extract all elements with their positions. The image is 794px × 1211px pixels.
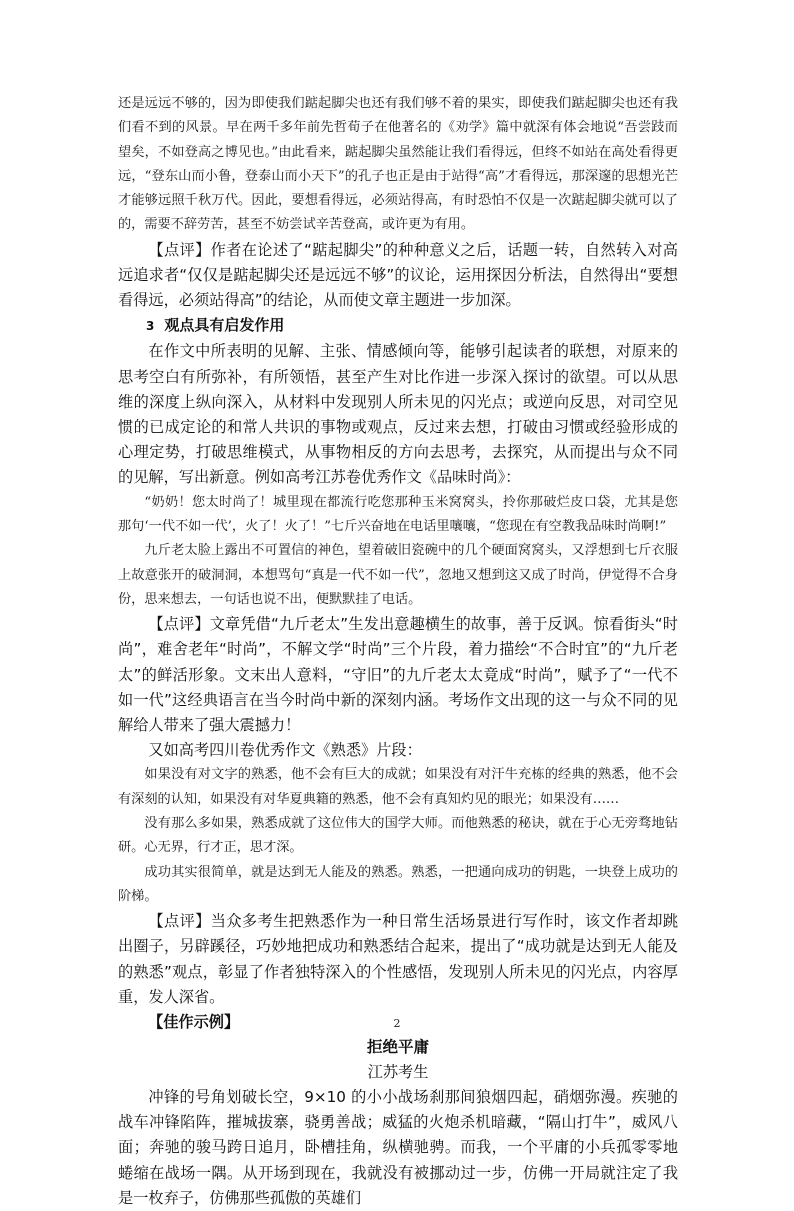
essay-title: 拒绝平庸 [366, 1037, 429, 1056]
quote-paragraph-1: “奶奶！您太时尚了！城里现在都流行吃您那种玉米窝窝头，拎你那破烂皮口袋，尤其是您那句‘一代不如一代’，火了！火了！”七斤兴奋地在电话里嚷嚷，“您现在有空教我品味时尚啊!” [118, 494, 678, 534]
quote-paragraph-2: 九斤老太脸上露出不可置信的神色，望着破旧瓷碗中的几个硬面窝窝头，又浮想到七斤衣服上故意张开的破洞洞，本想骂句“真是一代不如一代”，忽地又想到这又成了时尚，伊觉得不合身份，思来想去，一句话也说不出，便默默挂了电话。 [118, 543, 678, 607]
quote-paragraph-4: 没有那么多如果，熟悉成就了这位伟大的国学大师。而他熟悉的秘诀，就在于心无旁骛地钻研。心无界，行才正，思才深。 [118, 815, 678, 856]
quote-paragraph-5: 成功其实很简单，就是达到无人能及的熟悉。熟悉，一把通向成功的钥匙，一块登上成功的阶梯。 [118, 864, 678, 904]
section-heading-text: 观点具有启发作用 [164, 316, 285, 335]
comment-paragraph-3: 【点评】当众多考生把熟悉作为一种日常生活场景进行写作时，该文作者却跳出圈子，另辟蹊径，巧妙地把成功和熟悉结合起来，提出了“成功就是达到无人能及的熟悉”观点，彰显了作者独特深入的个性感悟，发现别人所未见的闪光点，内容厚重，发人深省。 [118, 912, 678, 1006]
quote-paragraph-3: 如果没有对文字的熟悉，他不会有巨大的成就；如果没有对汗牛充栋的经典的熟悉，他不会有深刻的认知，如果没有对华夏典籍的熟悉，他不会有真知灼见的眼光；如果没有…… [118, 767, 678, 807]
page-content [118, 92, 678, 1211]
body-paragraph-1: 在作文中所表明的见解、主张、情感倾向等，能够引起读者的联想，对原来的思考空白有所弥补，有所领悟，甚至产生对比作进一步深入探讨的欲望。可以从思维的深度上纵向深入，从材料中发现别人所未见的闪光点；或逆向反思，对司空见惯的已成定论的和常人共识的事物或观点，反过来去想，打破由习惯或经验形成的心理定势，打破思维模式，从事物相反的方向去思考，去探究，从而提出与众不同的见解，写出新意。例如高考江苏卷优秀作文《品味时尚》： [118, 342, 678, 487]
essay-paragraph-1: 冲锋的号角划破长空，9×10 的小小战场刹那间狼烟四起，硝烟弥漫。疾驰的战车冲锋陷阵，摧城拔寨，骁勇善战；威猛的火炮杀机暗藏，“隔山打牛”，威风八面；奔驰的骏马跨日追月，卧槽挂角，纵横驰骋。而我，一个平庸的小兵孤零零地蜷缩在战场一隅。从开场到现在，我就没有被挪动过一步，仿佛一开局就注定了我是一枚弃子，仿佛那些孤傲的英雄们 [118, 1087, 678, 1207]
paragraph-essay-excerpt-1: 还是远远不够的，因为即使我们踮起脚尖也还有我们够不着的果实，即使我们踮起脚尖也还有我们看不到的风景。早在两千多年前先哲荀子在他著名的《劝学》篇中就深有体会地说“吾尝跂而望矣，不如登高之博见也。”由此看来，踮起脚尖虽然能让我们看得远，但终不如站在高处看得更远，“登东山而小鲁，登泰山而小天下”的孔子也正是由于站得“高”才看得远，那深邃的思想光芒才能够远照千秋万代。因此，要想看得远，必须站得高，有时恐怕不仅是一次踮起脚尖就可以了的，需要不辞劳苦，甚至不妨尝试辛苦登高，或许更为有用。 [118, 96, 678, 233]
section-number: 3 [146, 319, 155, 334]
body-paragraph-2: 又如高考四川卷优秀作文《熟悉》片段： [148, 741, 422, 760]
page-number: 2 [393, 1017, 401, 1030]
example-section-heading: 【佳作示例】 [148, 1012, 240, 1031]
essay-author: 江苏考生 [367, 1062, 429, 1081]
comment-paragraph-2: 【点评】文章凭借“九斤老太”生发出意趣横生的故事，善于反讽。惊看街头“时尚”，难舍老年“时尚”，不解文学“时尚”三个片段，着力描绘“不合时宜”的“九斤老太”的鲜活形象。文末出人意料，“守旧”的九斤老太太竟成“时尚”，赋予了“一代不如一代”这经典语言在当今时尚中新的深刻内涵。考场作文出现的这一与众不同的见解给人带来了强大震撼力！ [118, 615, 678, 734]
section-heading-3 [118, 313, 678, 339]
comment-paragraph-1: 【点评】作者在论述了“踮起脚尖”的种种意义之后，话题一转，自然转入对高远追求者“仅仅是踮起脚尖还是远远不够”的议论，运用探因分析法，自然得出“要想看得远，必须站得高”的结论，从而使文章主题进一步加深。 [118, 240, 678, 310]
